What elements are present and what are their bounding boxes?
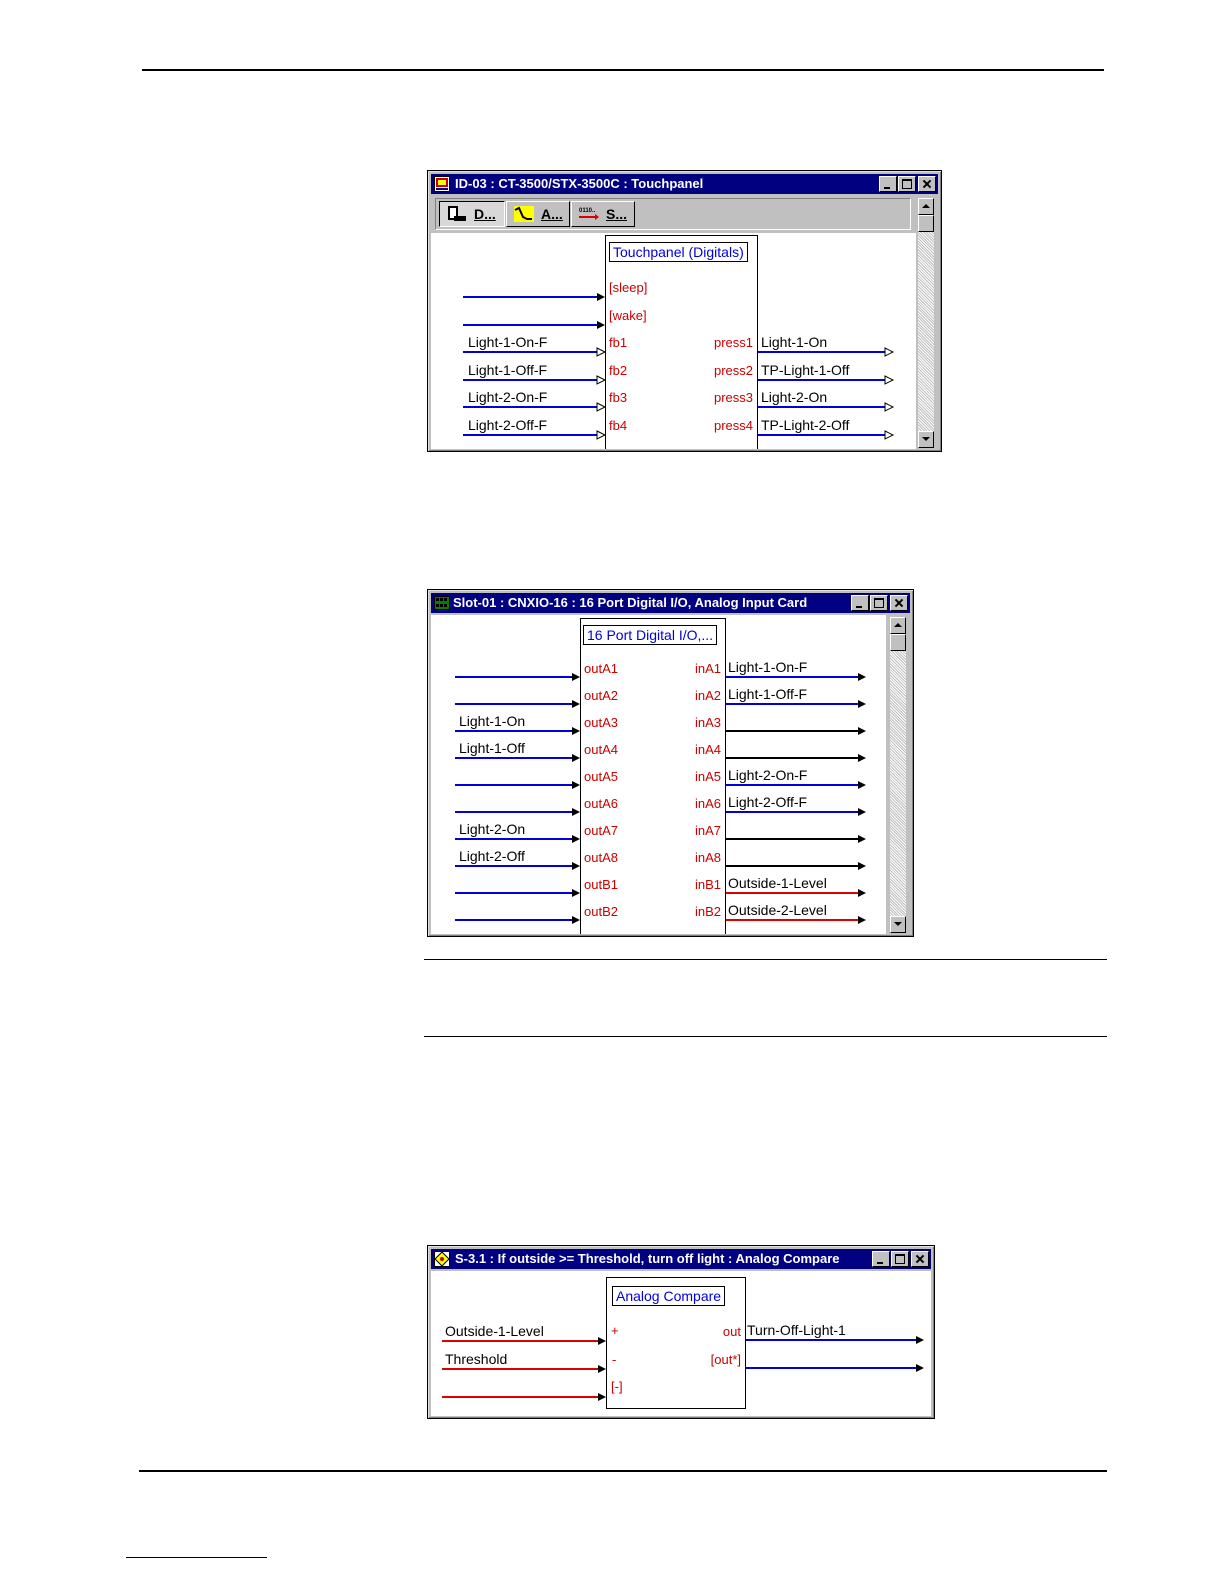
- signal-light-1-on: Light-1-On: [459, 713, 526, 729]
- close-icon[interactable]: [918, 176, 936, 192]
- arrow-outA8: [572, 862, 580, 870]
- port-press3: press3: [713, 390, 753, 405]
- arrow-press3: [885, 403, 893, 411]
- touchpanel-titlebar[interactable]: [431, 174, 938, 194]
- analog-compare-window[interactable]: [427, 1245, 935, 1419]
- footer-rule: [139, 1470, 1107, 1472]
- signal-outside-1-level: Outside-1-Level: [445, 1323, 544, 1339]
- digital-tab-button[interactable]: [439, 201, 505, 227]
- port-inB2: inB2: [694, 904, 721, 919]
- arrow-inB2: [858, 916, 866, 924]
- maximize-icon[interactable]: [870, 595, 888, 611]
- port-outA1: outA1: [584, 661, 618, 676]
- note-rule-top: [424, 959, 1107, 960]
- signal-turn-off-light-1: Turn-Off-Light-1: [747, 1322, 846, 1338]
- port-wake: [wake]: [609, 308, 647, 323]
- card-icon: [434, 595, 450, 611]
- arrow-outA5: [572, 781, 580, 789]
- port-out-star: [out*]: [710, 1352, 741, 1367]
- minimize-icon[interactable]: [851, 595, 869, 611]
- port-inA1: inA1: [694, 661, 721, 676]
- touchpanel-block-title[interactable]: Touchpanel (Digitals): [609, 242, 748, 262]
- signal-light-2-off-f: Light-2-Off-F: [468, 417, 548, 433]
- arrow-fb1: [597, 348, 605, 356]
- arrow-out: [916, 1336, 924, 1344]
- port-minus: -: [612, 1352, 617, 1367]
- arrow-outA3: [572, 727, 580, 735]
- scroll-thumb[interactable]: [918, 215, 934, 232]
- signal-light-1-off-f: Light-1-Off-F: [468, 362, 548, 378]
- touchpanel-title: ID-03 : CT-3500/STX-3500C : Touchpanel: [455, 176, 704, 191]
- analog-compare-canvas[interactable]: [431, 1271, 931, 1416]
- arrow-inA7: [858, 835, 866, 843]
- port-inA2: inA2: [694, 688, 721, 703]
- port-inA8: inA8: [694, 850, 721, 865]
- analog-compare-block-title[interactable]: Analog Compare: [612, 1286, 725, 1306]
- signal-light-2-off: Light-2-Off: [459, 848, 525, 864]
- arrow-press2: [885, 376, 893, 384]
- arrow-inA8: [858, 862, 866, 870]
- serial-icon: [578, 205, 600, 223]
- analog-compare-titlebar[interactable]: [431, 1249, 931, 1269]
- touchpanel-toolbar: [435, 198, 911, 230]
- arrow-outA6: [572, 808, 580, 816]
- io-card-window-controls: [848, 595, 908, 611]
- signal-outside-1-level: Outside-1-Level: [728, 875, 827, 891]
- signal-tp-light-2-off: TP-Light-2-Off: [761, 417, 850, 433]
- arrow-outA7: [572, 835, 580, 843]
- arrow-inA5: [858, 781, 866, 789]
- signal-threshold: Threshold: [445, 1351, 508, 1367]
- maximize-icon[interactable]: [891, 1251, 909, 1267]
- port-fb2: fb2: [609, 363, 628, 378]
- arrow-outB1: [572, 889, 580, 897]
- port-inA4: inA4: [694, 742, 721, 757]
- scroll-up-icon[interactable]: [890, 617, 906, 634]
- port-outA7: outA7: [584, 823, 618, 838]
- arrow-wake: [597, 321, 605, 329]
- port-fb3: fb3: [609, 390, 628, 405]
- signal-light-2-on: Light-2-On: [459, 821, 526, 837]
- arrow-press1: [885, 348, 893, 356]
- io-card-window[interactable]: [427, 589, 914, 937]
- port-outA3: outA3: [584, 715, 618, 730]
- arrow-inA3: [858, 727, 866, 735]
- digital-tab-label: D...: [474, 206, 496, 222]
- port-inA3: inA3: [694, 715, 721, 730]
- serial-tab-label: S...: [606, 206, 628, 222]
- touchpanel-window-controls: [876, 176, 936, 192]
- close-icon[interactable]: [890, 595, 908, 611]
- touchpanel-icon: [434, 176, 450, 192]
- svg-text:0110..: 0110..: [579, 208, 596, 214]
- signal-light-2-on-f: Light-2-On-F: [468, 389, 548, 405]
- signal-light-2-off-f: Light-2-Off-F: [728, 794, 808, 810]
- arrow-inB1: [858, 889, 866, 897]
- close-icon[interactable]: [911, 1251, 929, 1267]
- port-press1: press1: [713, 335, 753, 350]
- arrow-outA1: [572, 673, 580, 681]
- port-outA5: outA5: [584, 769, 618, 784]
- signal-light-1-on-f: Light-1-On-F: [728, 659, 808, 675]
- analog-compare-window-controls: [869, 1251, 929, 1267]
- port-outA6: outA6: [584, 796, 618, 811]
- analog-icon: [513, 205, 535, 223]
- serial-tab-button[interactable]: [571, 201, 635, 227]
- port-press2: press2: [713, 363, 753, 378]
- maximize-icon[interactable]: [898, 176, 916, 192]
- minimize-icon[interactable]: [872, 1251, 890, 1267]
- arrow-press4: [885, 431, 893, 439]
- analog-tab-button[interactable]: [506, 201, 570, 227]
- scroll-thumb[interactable]: [890, 634, 906, 651]
- signal-outside-2-level: Outside-2-Level: [728, 902, 827, 918]
- port-outB2: outB2: [584, 904, 618, 919]
- touchpanel-canvas[interactable]: [431, 233, 916, 449]
- arrow-neg-bracket: [598, 1393, 606, 1401]
- arrow-inA2: [858, 700, 866, 708]
- signal-light-1-on-f: Light-1-On-F: [468, 334, 548, 350]
- port-outA8: outA8: [584, 850, 618, 865]
- footnote-rule: [126, 1557, 267, 1558]
- arrow-out-star: [916, 1364, 924, 1372]
- port-inA5: inA5: [694, 769, 721, 784]
- arrow-minus: [598, 1365, 606, 1373]
- scroll-down-icon[interactable]: [890, 916, 906, 933]
- analog-tab-label: A...: [541, 206, 563, 222]
- arrow-fb2: [597, 376, 605, 384]
- signal-light-1-on: Light-1-On: [761, 334, 828, 350]
- symbol-icon: [434, 1251, 450, 1267]
- header-rule: [142, 69, 1104, 71]
- port-out: out: [722, 1324, 741, 1339]
- signal-light-1-off: Light-1-Off: [459, 740, 525, 756]
- arrow-sleep: [597, 293, 605, 301]
- port-fb1: fb1: [609, 335, 628, 350]
- arrow-inA4: [858, 754, 866, 762]
- io-card-block-title[interactable]: 16 Port Digital I/O,...: [583, 625, 717, 645]
- arrow-fb3: [597, 403, 605, 411]
- signal-tp-light-1-off: TP-Light-1-Off: [761, 362, 850, 378]
- io-card-scrollbar[interactable]: [890, 617, 906, 933]
- analog-compare-title: S-3.1 : If outside >= Threshold, turn off light : Analog Compare: [455, 1251, 840, 1266]
- arrow-fb4: [597, 431, 605, 439]
- arrow-inA1: [858, 673, 866, 681]
- port-press4: press4: [713, 418, 753, 433]
- port-neg-bracket: [-]: [611, 1379, 623, 1394]
- touchpanel-window[interactable]: [427, 170, 942, 452]
- signal-light-2-on-f: Light-2-On-F: [728, 767, 808, 783]
- port-fb4: fb4: [609, 418, 628, 433]
- arrow-inA6: [858, 808, 866, 816]
- touchpanel-scrollbar[interactable]: [918, 198, 934, 448]
- io-card-canvas[interactable]: [431, 615, 886, 934]
- port-inA7: inA7: [694, 823, 721, 838]
- io-card-title: Slot-01 : CNXIO-16 : 16 Port Digital I/O, Analog Input Card: [453, 595, 808, 610]
- port-outB1: outB1: [584, 877, 618, 892]
- note-rule-bottom: [424, 1036, 1107, 1037]
- port-plus: +: [611, 1323, 619, 1338]
- arrow-outA4: [572, 754, 580, 762]
- scroll-up-icon[interactable]: [918, 198, 934, 215]
- port-inB1: inB1: [694, 877, 721, 892]
- signal-light-2-on: Light-2-On: [761, 389, 828, 405]
- port-outA2: outA2: [584, 688, 618, 703]
- port-outA4: outA4: [584, 742, 618, 757]
- scroll-down-icon[interactable]: [918, 431, 934, 448]
- arrow-plus: [598, 1337, 606, 1345]
- arrow-outA2: [572, 700, 580, 708]
- port-sleep: [sleep]: [609, 280, 648, 295]
- signal-light-1-off-f: Light-1-Off-F: [728, 686, 808, 702]
- minimize-icon[interactable]: [879, 176, 897, 192]
- arrow-outB2: [572, 916, 580, 924]
- digital-icon: [446, 205, 468, 223]
- io-card-titlebar[interactable]: [431, 593, 910, 613]
- port-inA6: inA6: [694, 796, 721, 811]
